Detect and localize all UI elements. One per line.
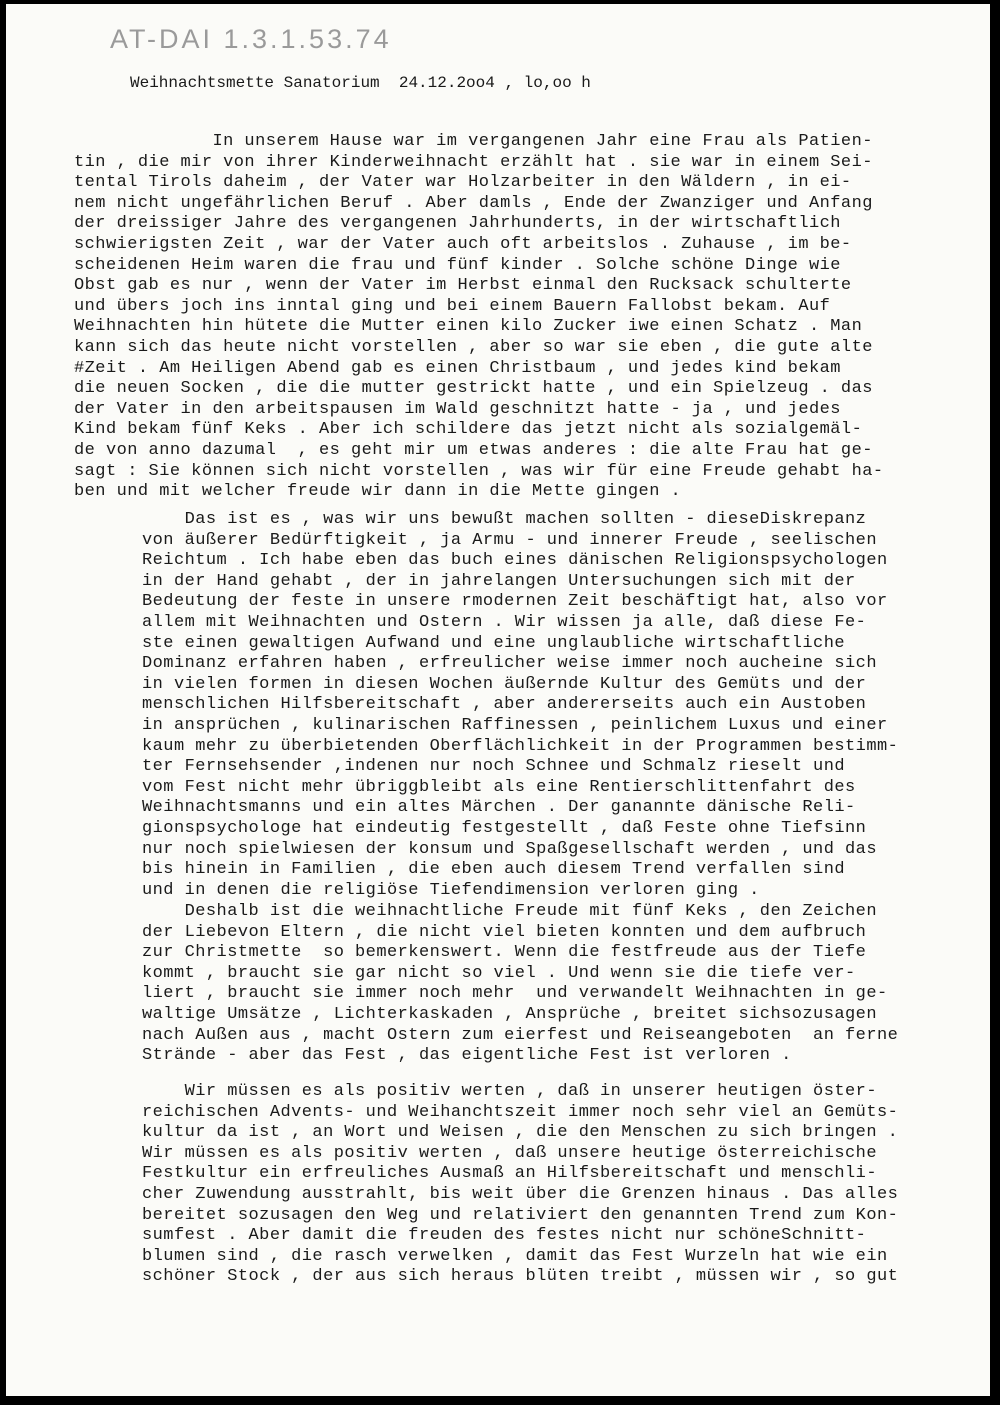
- paragraph-2: Das ist es , was wir uns bewußt machen sollten - dieseDiskrepanz von äußerer Bedürftigkeit , ja Armu - und innerer Freude , seelischen Reichtum . Ich habe eben das buch eines dänischen Religionspsychologen in der Hand gehabt , der in jahrelangen Untersuchungen sich mit der Bedeutung der feste in unsere rmodernen Zeit beschäftigt hat, also vor allem mit Weihnachten und Ostern . Wir wissen ja alle, daß diese Fe- ste einen gewaltigen Aufwand und eine unglaubliche wirtschaftliche Dominanz erfahren haben , erfreulicher weise immer noch aucheine sich in vielen formen in diesen Wochen äußernde Kultur des Gemüts und der menschlichen Hilfsbereitschaft , aber andererseits auch ein Austoben in ansprüchen , kulinarischen Raffinessen , peinlichem Luxus und einer kaum mehr zu überbietenden Oberflächlichkeit in der Programmen bestimm- ter Fernsehsender ,indenen nur noch Schnee und Schmalz rieselt und vom Fest nicht mehr übriggbleibt als eine Rentierschlittenfahrt des Weihnachtsmanns und ein altes Märchen . Der ganannte dänische Reli- gionspsychologe hat eindeutig festgestellt , daß Feste ohne Tiefsinn nur noch spielwiesen der konsum und Spaßgesellschaft werden , und das bis hinein in Familien , die eben auch diesem Trend verfallen sind und in denen die religiöse Tiefendimension verloren ging .: [142, 510, 899, 900]
- paragraph-3: Deshalb ist die weihnachtliche Freude mit fünf Keks , den Zeichen der Liebevon Eltern , die nicht viel bieten konnten und dem aufbruch zur Christmette so bemerkenswert. Wenn die festfreude aus der Tiefe kommt , braucht sie gar nicht so viel . Und wenn sie die tiefe ver- liert , braucht sie immer noch mehr und verwandelt Weihnachten in ge- waltige Umsätze , Lichterkaskaden , Ansprüche , breitet sichsozusagen nach Außen aus , macht Ostern zum eierfest und Reiseangeboten an ferne Strände - aber das Fest , das eigentliche Fest ist verloren .: [142, 902, 899, 1066]
- document-heading: Weihnachtsmette Sanatorium 24.12.2oo4 , lo,oo h: [130, 74, 591, 92]
- archive-signature-handwritten: AT-DAI 1.3.1.53.74: [110, 24, 392, 54]
- paragraph-4: Wir müssen es als positiv werten , daß in unserer heutigen öster- reichischen Advents- und Weihanchtszeit immer noch sehr viel an Gemüts- kultur da ist , an Wort und Weisen , die den Menschen zu sich bringen . Wir müssen es als positiv werten , daß unsere heutige österreichische Festkultur ein erfreuliches Ausmaß an Hilfsbereitschaft und menschli- cher Zuwendung ausstrahlt, bis weit über die Grenzen hinaus . Das alles bereitet sozusagen den Weg und relativiert den genannten Trend zum Kon- sumfest . Aber damit die freuden des festes nicht nur schöneSchnitt- blumen sind , die rasch verwelken , damit das Fest Wurzeln hat wie ein schöner Stock , der aus sich heraus blüten treibt , müssen wir , so gut: [142, 1082, 899, 1287]
- document-page: [6, 4, 990, 1396]
- paragraph-1: In unserem Hause war im vergangenen Jahr eine Frau als Patien- tin , die mir von ihrer Kinderweihnacht erzählt hat . sie war in einem Sei- tental Tirols daheim , der Vater war Holzarbeiter in den Wäldern , in ei- nem nicht ungefährlichen Beruf . Aber damls , Ende der Zwanziger und Anfang der dreissiger Jahre des vergangenen Jahrhunderts, in der wirtschaftlich schwierigsten Zeit , war der Vater auch oft arbeitslos . Zuhause , im be- scheidenen Heim waren die frau und fünf kinder . Solche schöne Dinge wie Obst gab es nur , wenn der Vater im Herbst einmal den Rucksack schulterte und übers joch ins inntal ging und bei einem Bauern Fallobst bekam. Auf Weihnachten hin hütete die Mutter einen kilo Zucker iwe einen Schatz . Man kann sich das heute nicht vorstellen , aber so war sie eben , die gute alte #Zeit . Am Heiligen Abend gab es einen Christbaum , und jedes kind bekam die neuen Socken , die die mutter gestrickt hatte , und ein Spielzeug . das der Vater in den arbeitspausen im Wald geschnitzt hatte - ja , und jedes Kind bekam fünf Keks . Aber ich schildere das jetzt nicht als sozialgemäl- de von anno dazumal , es geht mir um etwas anderes : die alte Frau hat ge- sagt : Sie können sich nicht vorstellen , was wir für eine Freude gehabt ha- ben und mit welcher freude wir dann in die Mette gingen .: [74, 132, 884, 502]
